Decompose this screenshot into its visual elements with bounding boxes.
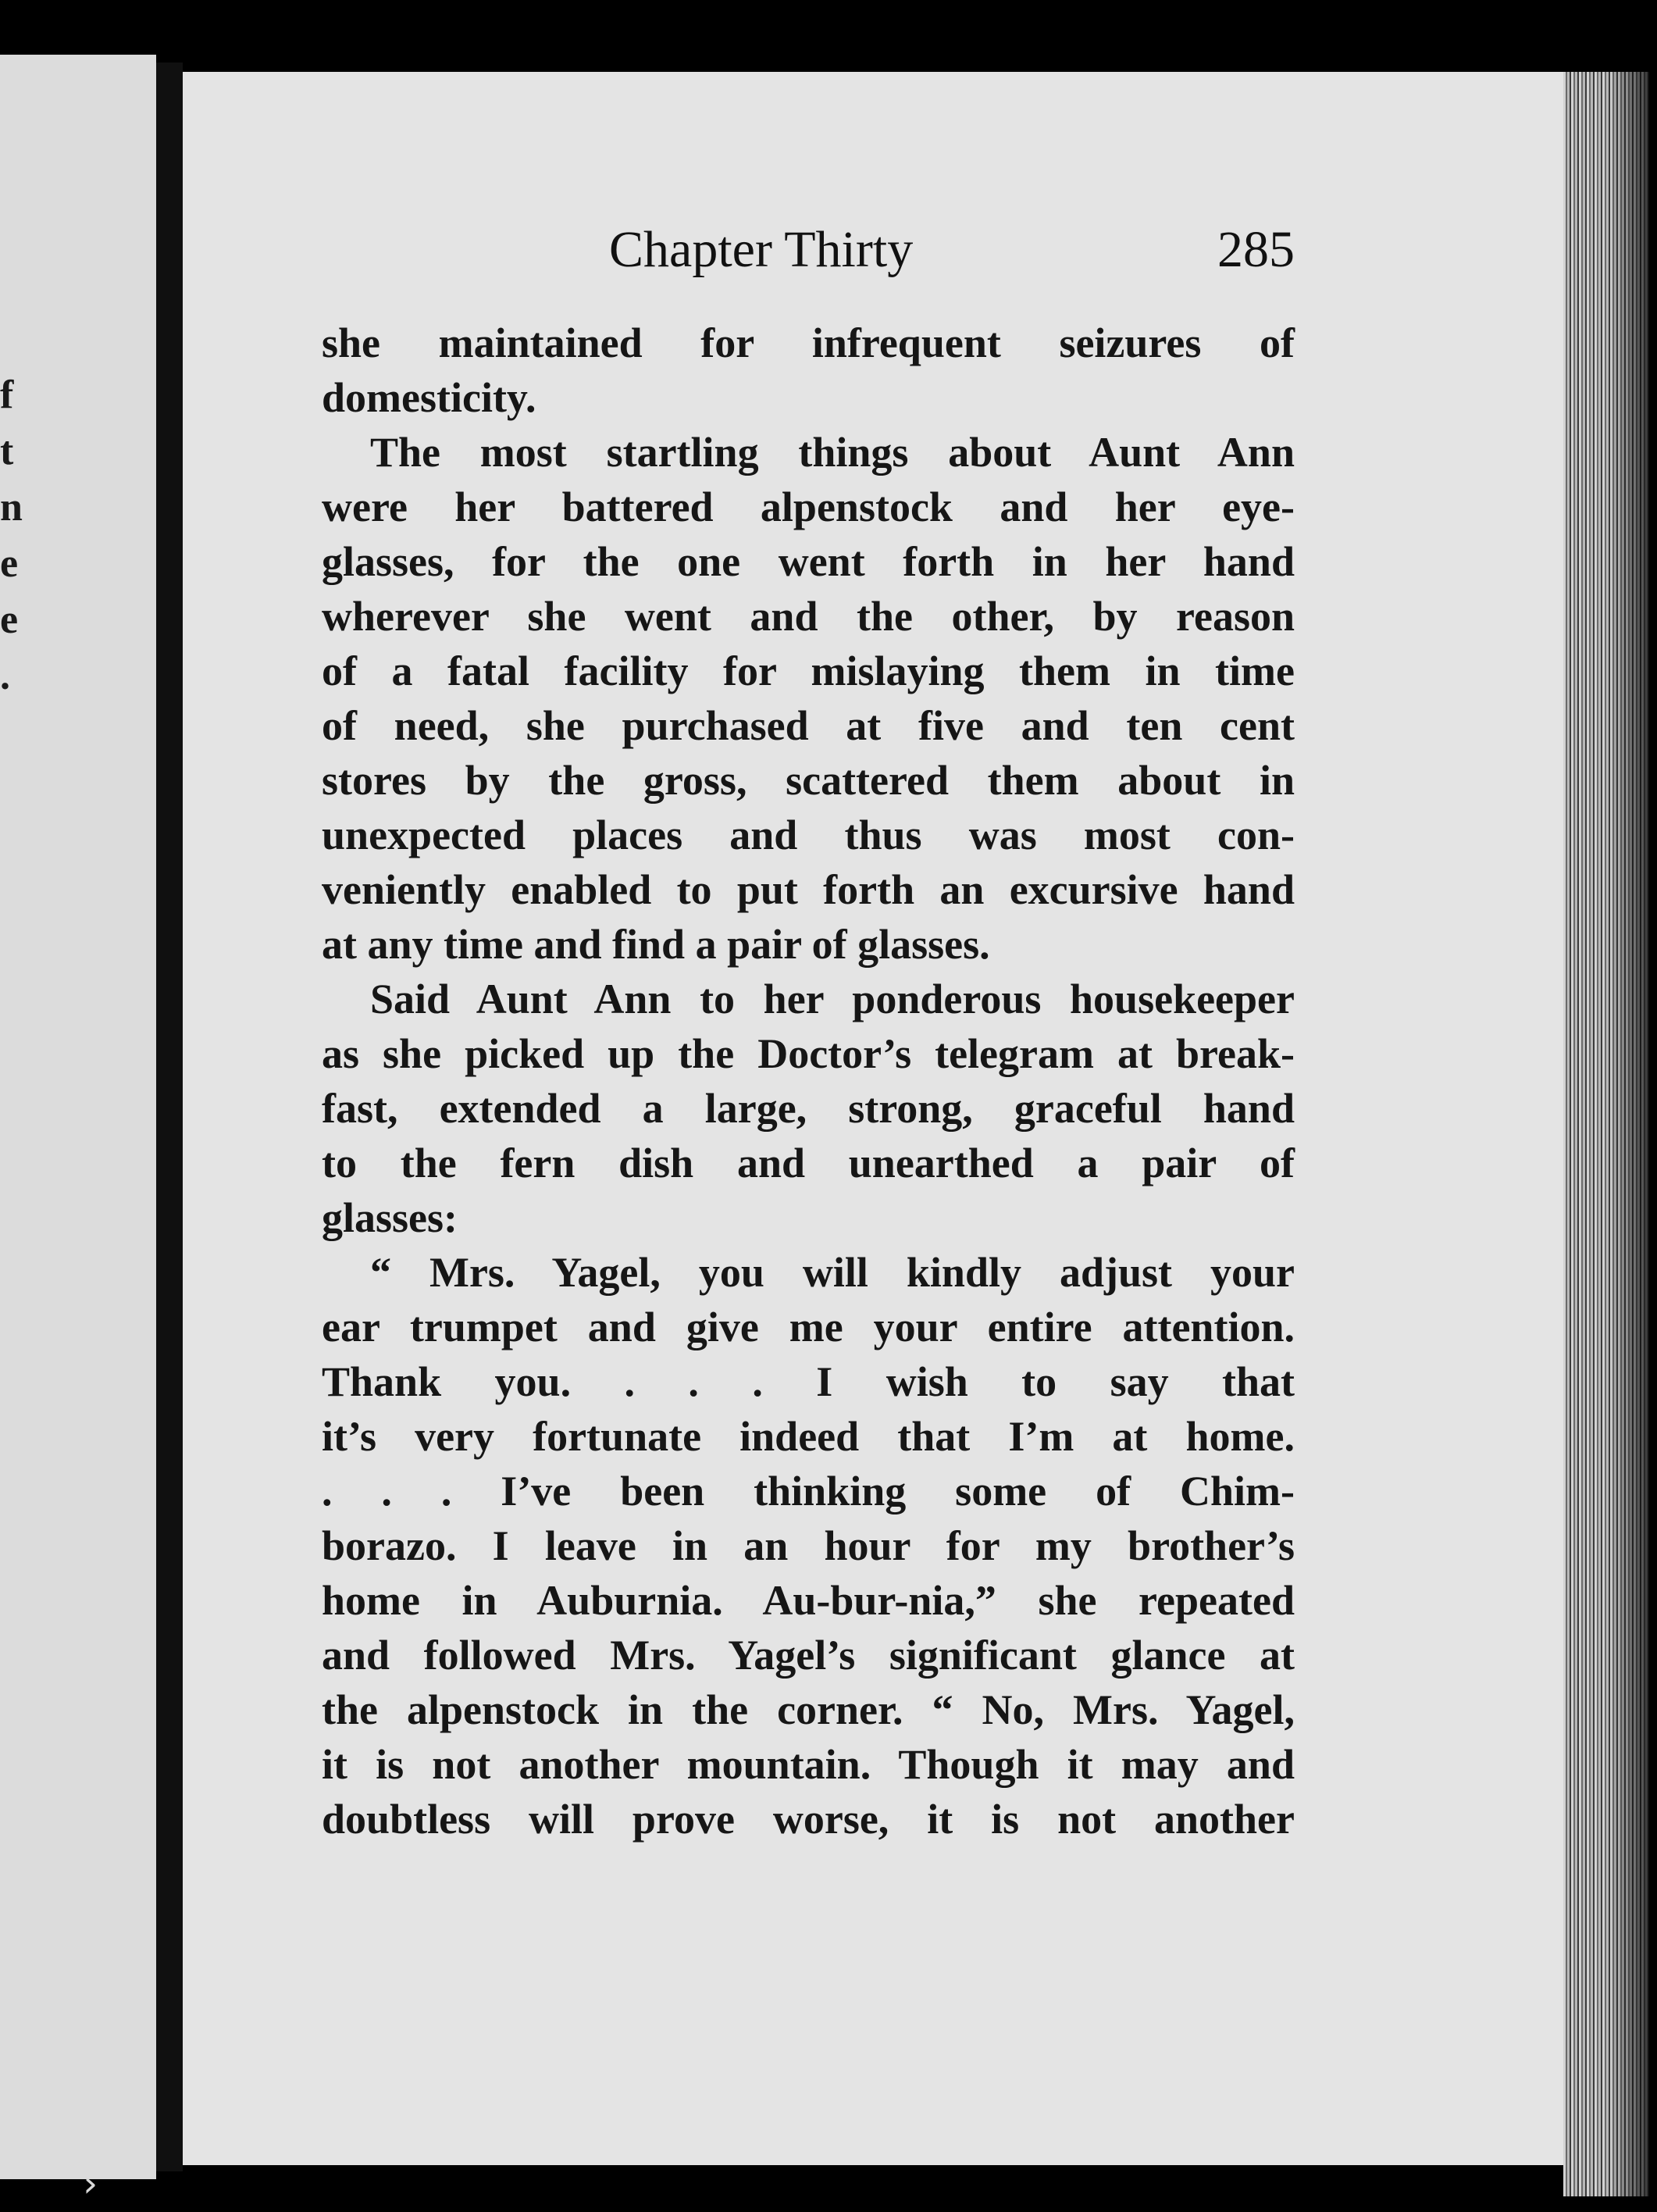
previous-page-fragment: n <box>0 485 23 530</box>
chapter-title: Chapter Thirty <box>609 221 914 278</box>
text-line: domesticity. <box>322 374 536 421</box>
text-line: Thank you. . . . I wish to say that <box>322 1358 1295 1405</box>
text-line: it’s very fortunate indeed that I’m at home. <box>322 1413 1295 1460</box>
text-line: as she picked up the Doctor’s telegram at break- <box>322 1030 1295 1077</box>
text-line: unexpected places and thus was most con- <box>322 812 1295 858</box>
previous-page-fragment: f <box>0 373 14 417</box>
text-line: were her battered alpenstock and her eye- <box>322 483 1295 530</box>
text-line: to the fern dish and unearthed a pair of <box>322 1140 1295 1186</box>
body-text <box>322 316 1295 1846</box>
book-gutter <box>156 62 183 2171</box>
page-edges-shadow <box>1609 72 1657 2196</box>
text-line: ear trumpet and give me your entire attention. <box>322 1304 1295 1350</box>
text-line: glasses: <box>322 1194 458 1241</box>
previous-page-edge <box>0 55 156 2179</box>
text-line: doubtless will prove worse, it is not another <box>322 1796 1295 1843</box>
text-line: she maintained for infrequent seizures of <box>322 319 1295 366</box>
text-line: wherever she went and the other, by reason <box>322 593 1295 640</box>
text-line: the alpenstock in the corner. “ No, Mrs. Yagel, <box>322 1686 1295 1733</box>
text-line: veniently enabled to put forth an excursive hand <box>322 866 1295 913</box>
previous-page-fragment: t <box>0 429 14 473</box>
previous-page-text-fragments <box>0 367 23 705</box>
text-line: “ Mrs. Yagel, you will kindly adjust your <box>370 1249 1295 1296</box>
text-line: at any time and find a pair of glasses. <box>322 921 990 968</box>
text-line: glasses, for the one went forth in her hand <box>322 538 1295 585</box>
text-line: borazo. I leave in an hour for my brother’s <box>322 1522 1295 1569</box>
page-number: 285 <box>1217 221 1295 278</box>
text-line: of need, she purchased at five and ten cent <box>322 702 1295 749</box>
text-line: stores by the gross, scattered them about in <box>322 757 1295 804</box>
running-head <box>322 220 1295 291</box>
text-line: fast, extended a large, strong, graceful hand <box>322 1085 1295 1132</box>
text-line: . . . I’ve been thinking some of Chim- <box>322 1468 1295 1515</box>
previous-page-fragment: e <box>0 541 19 586</box>
text-line: home in Auburnia. Au-bur-nia,” she repeated <box>322 1577 1295 1624</box>
text-line: The most startling things about Aunt Ann <box>370 429 1295 476</box>
text-line: and followed Mrs. Yagel’s significant glance at <box>322 1632 1295 1679</box>
text-line: of a fatal facility for mislaying them in time <box>322 648 1295 694</box>
previous-page-fragment: e <box>0 598 19 642</box>
text-line: Said Aunt Ann to her ponderous housekeeper <box>370 976 1295 1022</box>
scan-mark: › <box>83 2162 98 2206</box>
previous-page-fragment: . <box>0 654 10 698</box>
text-line: it is not another mountain. Though it may and <box>322 1741 1295 1788</box>
